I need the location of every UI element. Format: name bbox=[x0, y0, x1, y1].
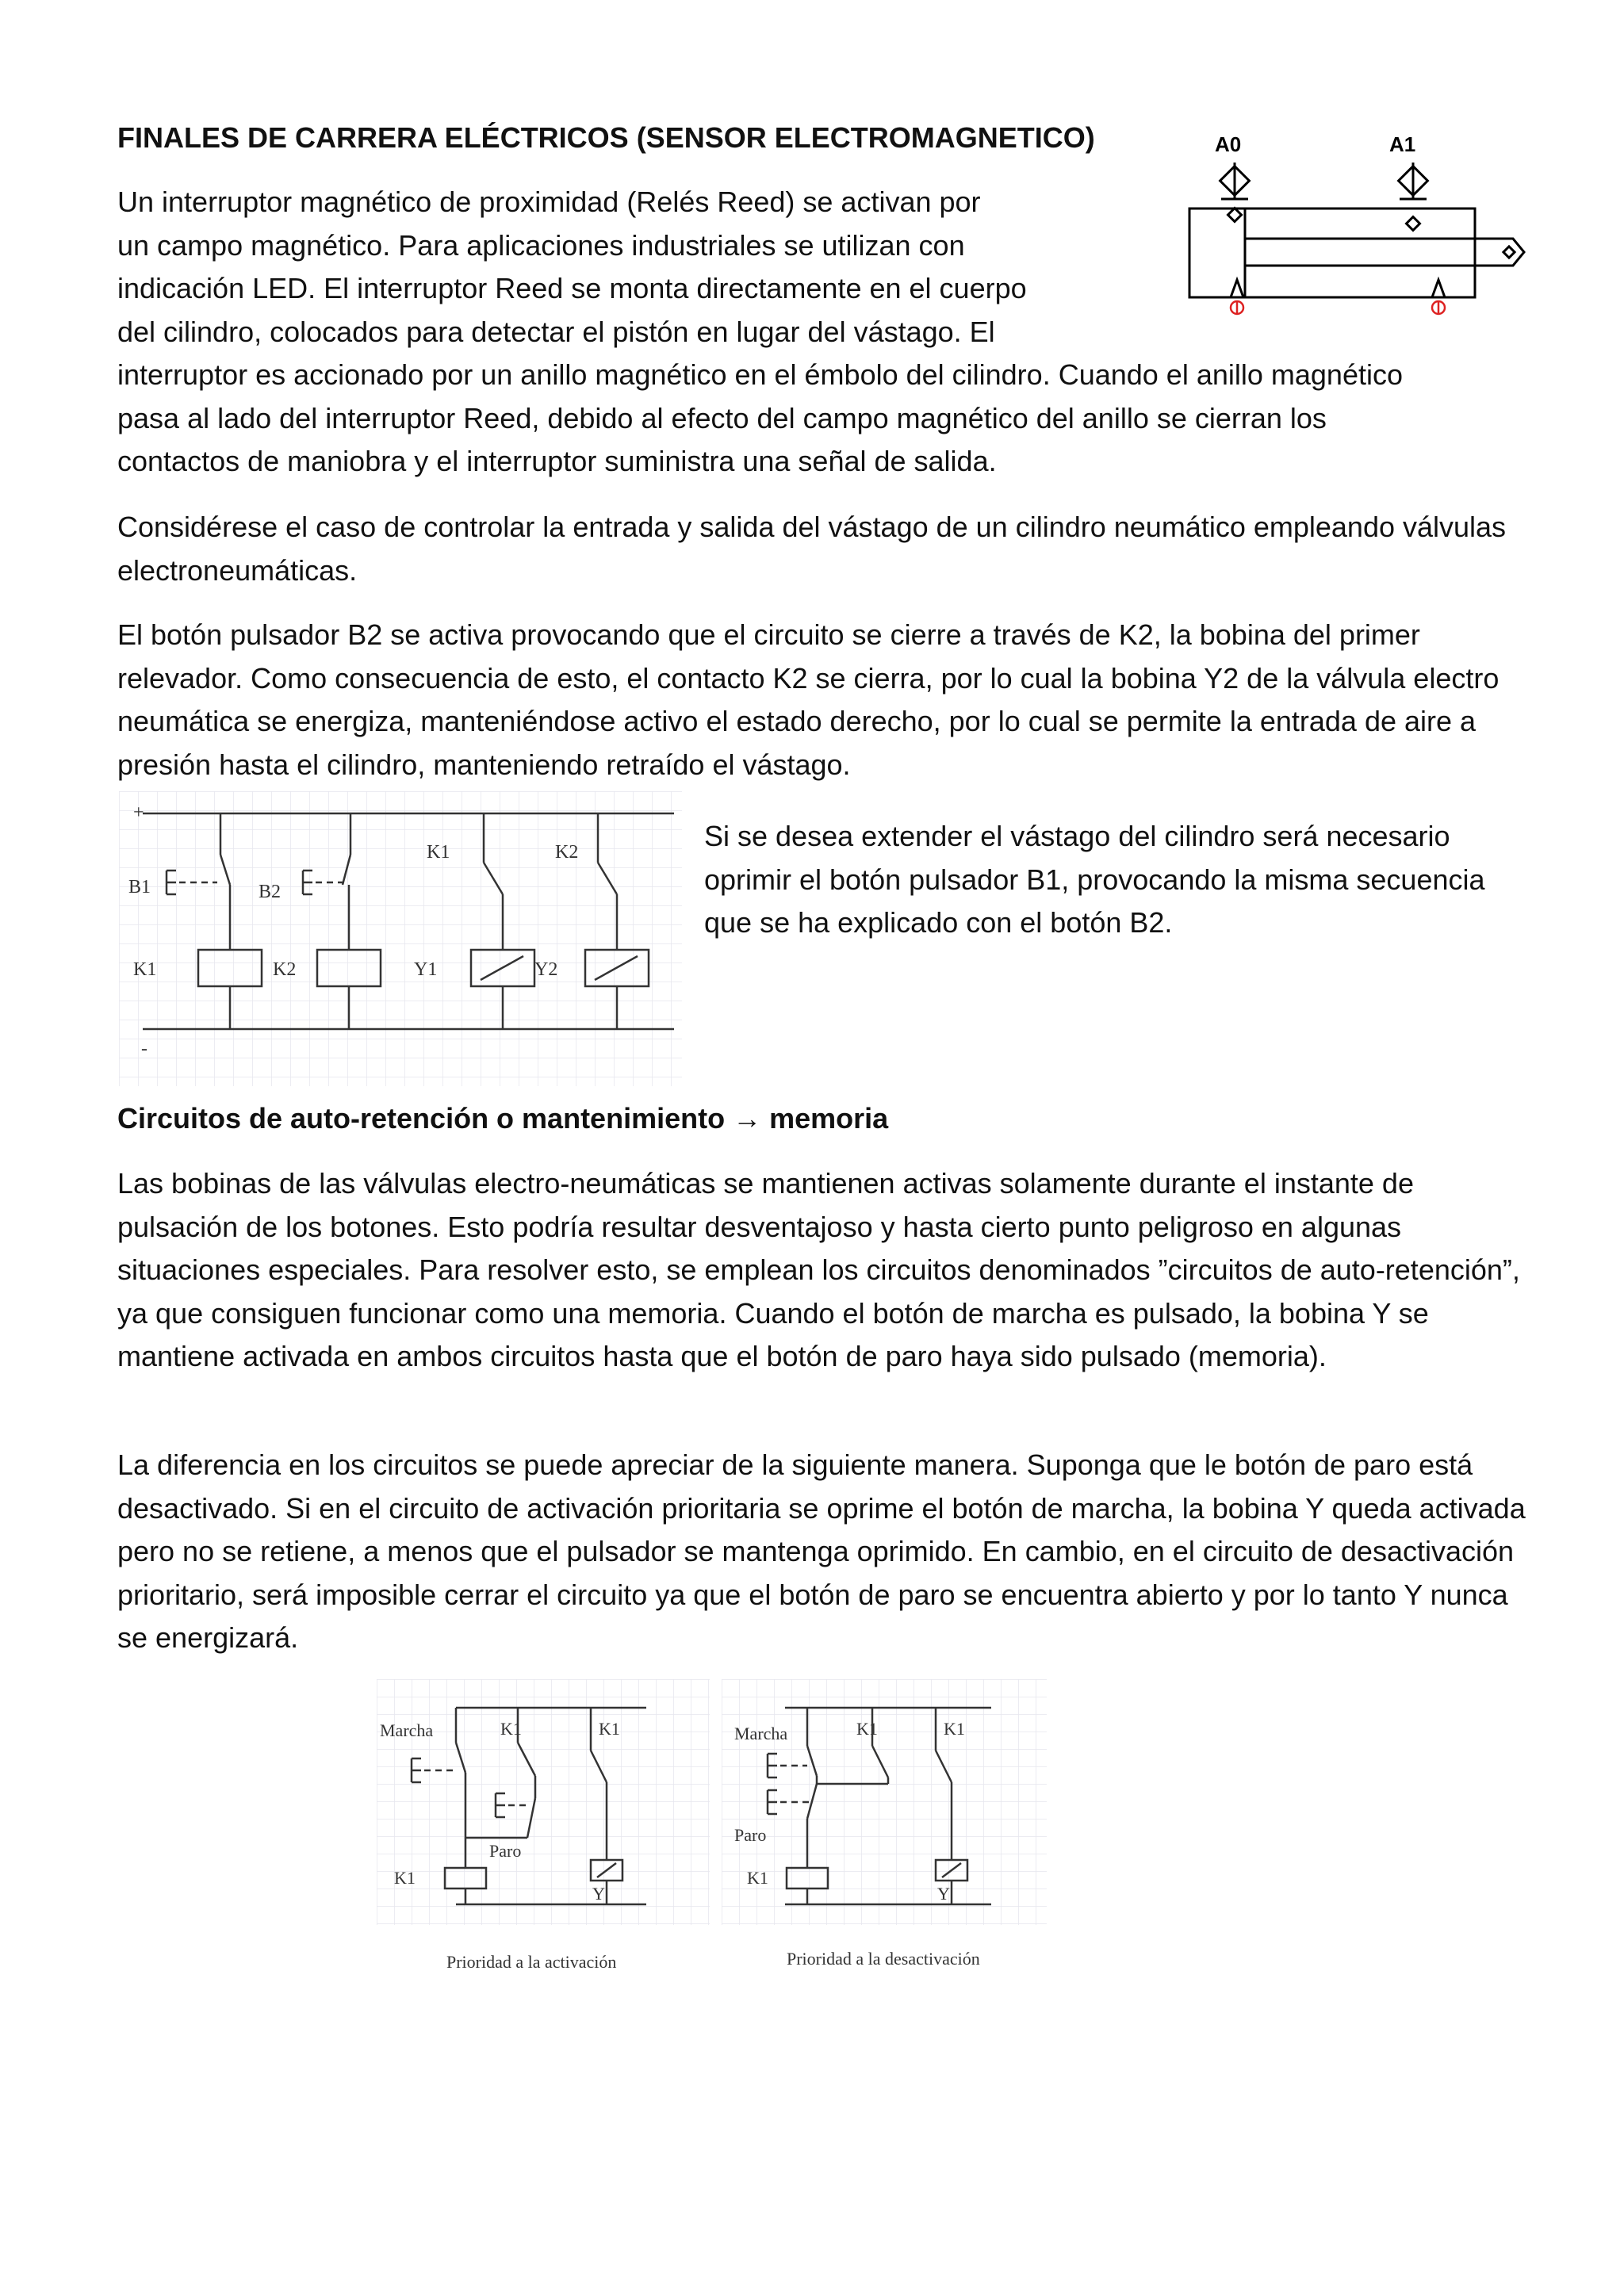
led-indicators bbox=[1231, 301, 1445, 314]
cylinder-reed-figure bbox=[1182, 123, 1530, 329]
caption: Prioridad a la activación bbox=[446, 1952, 617, 1972]
k2-coil-label: K2 bbox=[273, 959, 297, 980]
intro-line: contactos de maniobra y el interruptor suministra una señal de salida. bbox=[117, 445, 997, 477]
caption: Prioridad a la desactivación bbox=[787, 1949, 980, 1969]
paragraph-3: El botón pulsador B2 se activa provocando que el circuito se cierre a través de K2, la bobina del primer relevador. Como consecuencia de esto, el contacto K2 se cierra, por lo cual la bobina Y2 de la válvula electro neumática se energiza, manteniéndose activo el estado derecho, por lo cual se permite la entrada de aire a presión hasta el cilindro, manteniendo retraído el vástago. bbox=[117, 618, 1500, 781]
b2-label: B2 bbox=[259, 882, 282, 902]
paro-label: Paro bbox=[734, 1825, 767, 1845]
k1-coil-label: K1 bbox=[394, 1868, 416, 1888]
k1-coil-label: K1 bbox=[133, 959, 157, 980]
intro-line: del cilindro, colocados para detectar el pistón en lugar del vástago. El bbox=[117, 315, 995, 348]
y-label: Y bbox=[937, 1884, 950, 1904]
intro-line: pasa al lado del interruptor Reed, debido al efecto del campo magnético del anillo se cierran los bbox=[117, 401, 1327, 434]
intro-line: un campo magnético. Para aplicaciones industriales se utilizan con bbox=[117, 228, 965, 262]
cylinder-body bbox=[1189, 209, 1524, 297]
intro-line: indicación LED. El interruptor Reed se monta directamente en el cuerpo bbox=[117, 272, 1027, 304]
paragraph-5: Las bobinas de las válvulas electro-neumáticas se mantienen activas solamente durante el instante de pulsación de los botones. Esto podría resultar desventajoso y hasta cierto punto peligroso en algunas situaciones especiales. Para resolver esto, se emplean los circuitos denominados ”circuitos de auto-retención”, ya que consiguen funcionar como una memoria. Cuando el botón de marcha es pulsado, la bobina Y se mantiene activada en ambos circuitos hasta que el botón de paro haya sido pulsado (memoria). bbox=[117, 1167, 1520, 1372]
paragraph-6: La diferencia en los circuitos se puede apreciar de la siguiente manera. Suponga que le botón de paro está desactivado. Si en el circuito de activación prioritaria se oprime el botón de marcha, la bobina Y queda activada pero no se retiene, a menos que el pulsador se mantenga oprimido. En cambio, en el circuito de desactivación prioritario, será imposible cerrar el circuito ya que el botón de paro se encuentra abierto y por lo tanto Y nunca se energizará. bbox=[117, 1448, 1526, 1654]
y-label: Y bbox=[592, 1884, 605, 1904]
circuit-priority-deactivation bbox=[722, 1679, 1055, 1980]
b1-label: B1 bbox=[128, 877, 151, 897]
arrow-right-icon: → bbox=[733, 1102, 762, 1135]
section-heading bbox=[117, 1097, 888, 1140]
marcha-label: Marcha bbox=[380, 1720, 434, 1740]
marcha-label: Marcha bbox=[734, 1724, 788, 1743]
section-heading-text: Circuitos de auto-retención o mantenimiento bbox=[117, 1102, 726, 1135]
minus-label: - bbox=[141, 1039, 147, 1059]
paragraph-2: Considérese el caso de controlar la entrada y salida del vástago de un cilindro neumático empleando válvulas electroneumáticas. bbox=[117, 511, 1507, 587]
label-a1: A1 bbox=[1389, 132, 1416, 156]
intro-paragraph-narrow bbox=[117, 181, 1116, 354]
intro-line: Un interruptor magnético de proximidad (Relés Reed) se activan por bbox=[117, 186, 981, 218]
k1-contact-label: K1 bbox=[500, 1719, 522, 1739]
circuit-priority-activation bbox=[377, 1679, 726, 1980]
k1-contact-label: K1 bbox=[944, 1719, 965, 1739]
label-a0: A0 bbox=[1215, 132, 1242, 156]
circuit-b1-b2-diagram bbox=[119, 791, 682, 1086]
plus-label: + bbox=[133, 802, 144, 823]
y2-label: Y2 bbox=[534, 959, 558, 980]
paragraph-4: Si se desea extender el vástago del cilindro será necesario oprimir el botón pulsador B1, provocando la misma secuencia que se ha explicado con el botón B2. bbox=[704, 820, 1485, 939]
reed-sensor-a1 bbox=[1399, 163, 1428, 230]
y1-label: Y1 bbox=[414, 959, 438, 980]
k2-contact-label: K2 bbox=[555, 842, 579, 863]
intro-paragraph-wide bbox=[117, 354, 1537, 484]
intro-line: interruptor es accionado por un anillo magnético en el émbolo del cilindro. Cuando el anillo magnético bbox=[117, 358, 1403, 391]
page-title: FINALES DE CARRERA ELÉCTRICOS (SENSOR ELECTROMAGNETICO) bbox=[117, 121, 1095, 154]
k1-contact-label: K1 bbox=[856, 1719, 878, 1739]
k1-contact-label: K1 bbox=[599, 1719, 620, 1739]
paro-label: Paro bbox=[489, 1841, 522, 1861]
k1-contact-label: K1 bbox=[427, 842, 450, 863]
section-heading-tail: memoria bbox=[769, 1102, 889, 1135]
k1-coil-label: K1 bbox=[747, 1868, 768, 1888]
